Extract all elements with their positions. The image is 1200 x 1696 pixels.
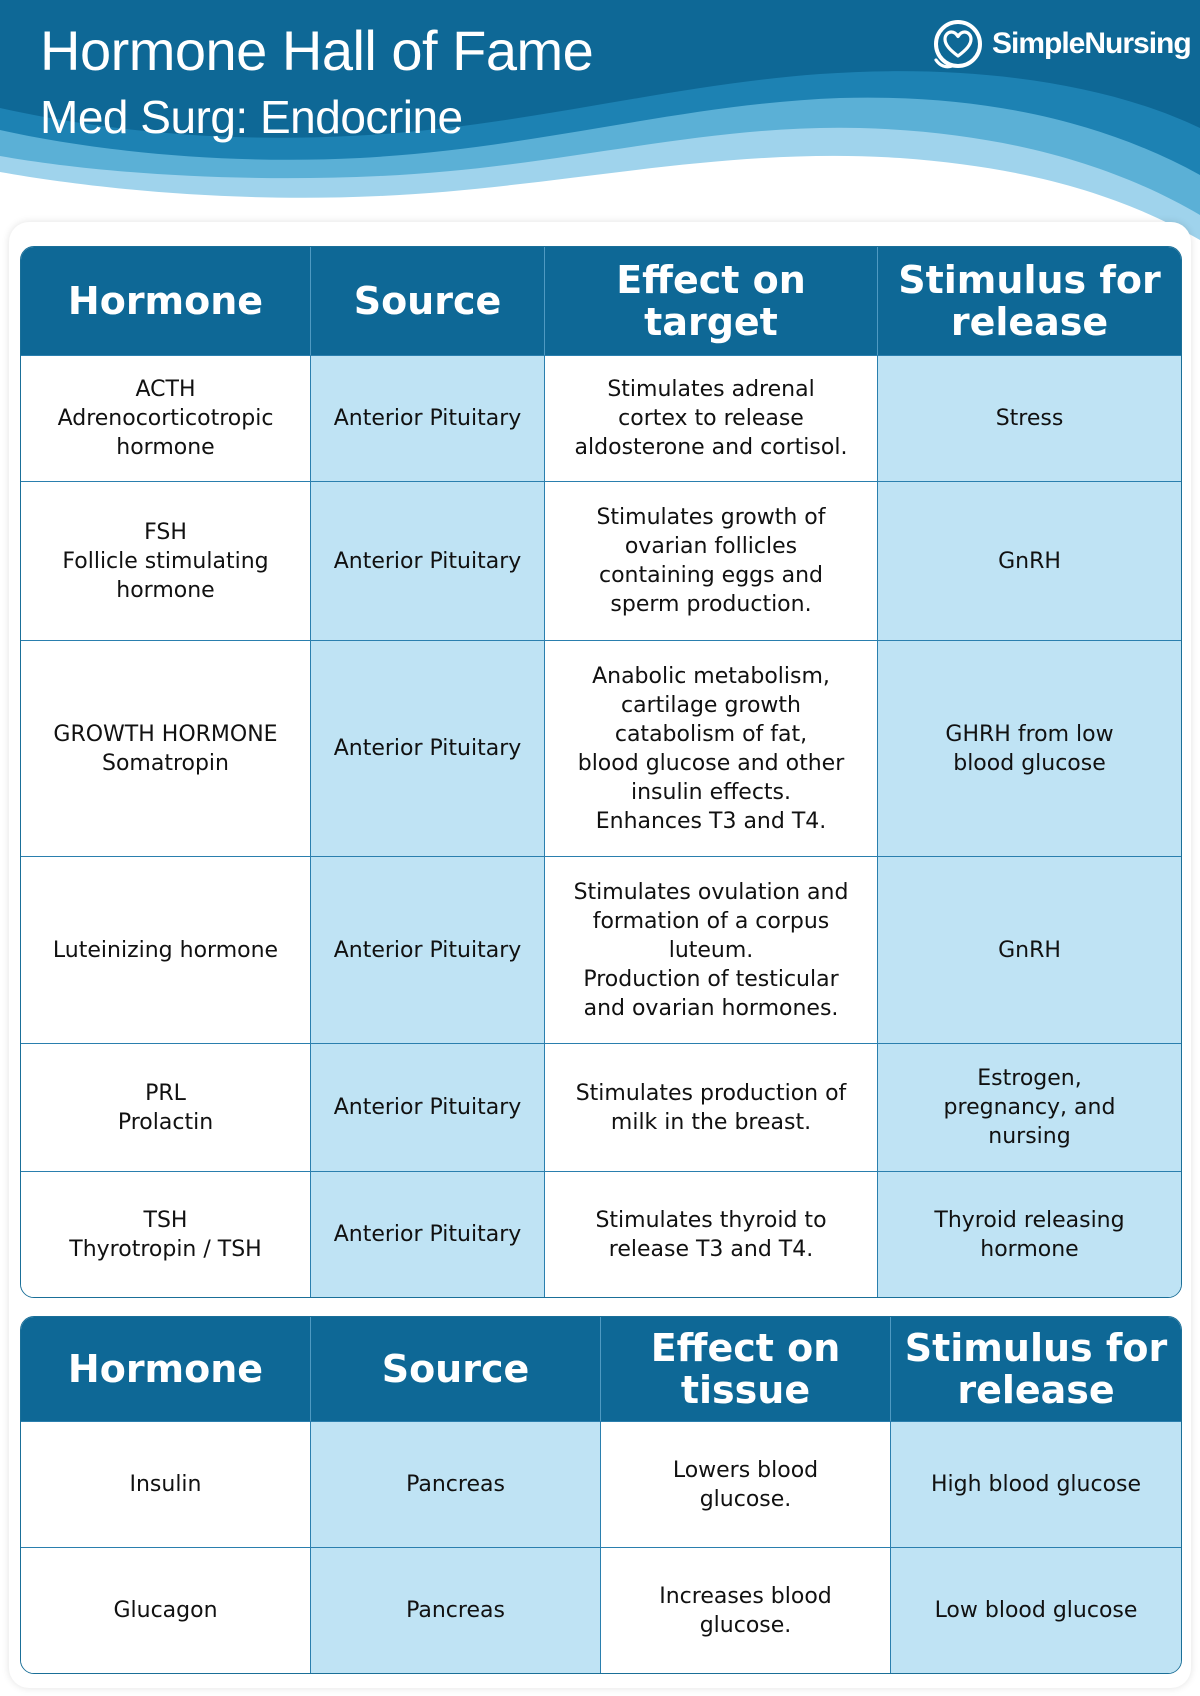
stimulus-cell: [878, 481, 1181, 640]
table-row: [21, 856, 1181, 1043]
effect-cell-line: glucose.: [699, 1612, 792, 1638]
source-cell: Anterior Pituitary: [311, 856, 545, 1043]
stimulus-cell-line: blood glucose: [953, 750, 1106, 776]
effect-cell-line: Stimulates growth of: [596, 505, 826, 530]
column-header-effect: Effect on target: [545, 247, 878, 355]
column-header-hormone: Hormone: [21, 1317, 311, 1421]
effect-cell-line: cortex to release: [618, 406, 804, 431]
source-cell: Anterior Pituitary: [311, 640, 545, 856]
table-row: [21, 355, 1181, 481]
effect-cell-line: catabolism of fat,: [614, 721, 808, 747]
hormone-cell-line: hormone: [116, 577, 215, 603]
hormone-cell-line: Follicle stimulating: [62, 548, 269, 574]
hormone-cell-line: GROWTH HORMONE: [53, 721, 278, 747]
column-header-effect: Effect on tissue: [601, 1317, 891, 1421]
effect-cell-line: and ovarian hormones.: [583, 995, 839, 1021]
effect-cell-line: release T3 and T4.: [608, 1236, 814, 1262]
hormone-cell-line: ACTH: [135, 377, 196, 402]
stimulus-cell-line: pregnancy, and: [943, 1095, 1116, 1120]
stimulus-cell-line: hormone: [980, 1236, 1079, 1262]
table-row: [21, 640, 1181, 856]
effect-cell-line: cartilage growth: [621, 692, 801, 718]
effect-cell-line: sperm production.: [610, 592, 812, 617]
stimulus-cell-line: Estrogen,: [977, 1066, 1082, 1091]
hormone-cell-line: Adrenocorticotropic: [57, 406, 274, 431]
effect-cell: [545, 481, 878, 640]
effect-cell-line: ovarian follicles: [624, 534, 798, 559]
table-row: [21, 1421, 1181, 1547]
stimulus-cell: [878, 856, 1181, 1043]
hormone-cell: [21, 481, 311, 640]
stimulus-cell-line: Stress: [995, 406, 1064, 431]
source-cell: Pancreas: [311, 1421, 601, 1547]
source-cell: Anterior Pituitary: [311, 355, 545, 481]
stimulus-cell: [891, 1421, 1181, 1547]
column-header-source: Source: [311, 247, 545, 355]
brand-logo: [932, 16, 1191, 72]
effect-cell-line: containing eggs and: [599, 563, 823, 588]
hormone-cell-line: TSH: [143, 1207, 188, 1233]
effect-cell: [601, 1421, 891, 1547]
table-row: [21, 1547, 1181, 1673]
effect-cell-line: formation of a corpus: [592, 908, 830, 934]
effect-cell-line: milk in the breast.: [610, 1109, 812, 1135]
effect-cell-line: glucose.: [699, 1486, 792, 1512]
hormone-cell-line: Prolactin: [117, 1109, 214, 1135]
hormone-cell-line: Thyrotropin / TSH: [69, 1236, 262, 1262]
stimulus-cell: [878, 355, 1181, 481]
table-row: [21, 481, 1181, 640]
stimulus-cell-line: nursing: [988, 1124, 1071, 1149]
hormone-cell-line: Luteinizing hormone: [52, 937, 279, 963]
column-header-source: Source: [311, 1317, 601, 1421]
effect-cell: [545, 856, 878, 1043]
hormone-cell: [21, 1043, 311, 1171]
stimulus-cell: [878, 1043, 1181, 1171]
effect-cell-line: Stimulates ovulation and: [573, 879, 849, 905]
effect-cell: [601, 1547, 891, 1673]
hormone-cell-line: Somatropin: [101, 750, 229, 776]
stimulus-cell-line: GnRH: [998, 937, 1061, 963]
effect-cell-line: Production of testicular: [583, 966, 839, 992]
stimulus-cell: [891, 1547, 1181, 1673]
effect-cell-line: aldosterone and cortisol.: [574, 435, 848, 460]
page-subtitle: Med Surg: Endocrine: [40, 91, 463, 143]
effect-cell: [545, 640, 878, 856]
source-cell: Anterior Pituitary: [311, 1171, 545, 1297]
effect-cell-line: Anabolic metabolism,: [592, 663, 830, 689]
column-header-stimulus: Stimulus for release: [891, 1317, 1181, 1421]
effect-cell: [545, 1043, 878, 1171]
effect-cell-line: insulin effects.: [630, 779, 792, 805]
effect-cell: [545, 1171, 878, 1297]
table-header-row: [21, 1317, 1181, 1421]
effect-cell-line: Enhances T3 and T4.: [595, 808, 827, 834]
effect-cell-line: Stimulates production of: [575, 1080, 847, 1106]
hormone-cell-line: hormone: [116, 435, 215, 460]
pancreas-hormone-table: [20, 1316, 1182, 1674]
table-row: [21, 1171, 1181, 1297]
hormone-cell: [21, 1171, 311, 1297]
stimulus-cell: [878, 640, 1181, 856]
stimulus-cell-line: GHRH from low: [945, 721, 1114, 747]
effect-cell-line: Stimulates thyroid to: [595, 1207, 827, 1233]
stimulus-cell: [878, 1171, 1181, 1297]
hormone-cell: [21, 640, 311, 856]
effect-cell-line: Lowers blood: [672, 1457, 819, 1483]
column-header-stimulus: Stimulus for release: [878, 247, 1181, 355]
hormone-cell: [21, 1421, 311, 1547]
effect-cell-line: blood glucose and other: [577, 750, 845, 776]
page-title: Hormone Hall of Fame: [40, 19, 594, 82]
table-row: [21, 1043, 1181, 1171]
effect-cell-line: luteum.: [668, 937, 754, 963]
stimulus-cell-line: GnRH: [998, 548, 1061, 574]
stimulus-cell-line: Thyroid releasing: [934, 1207, 1125, 1233]
source-cell: Pancreas: [311, 1547, 601, 1673]
effect-cell-line: Stimulates adrenal: [607, 377, 815, 402]
hormone-cell-line: PRL: [145, 1080, 186, 1106]
stimulus-cell-line: Low blood glucose: [934, 1598, 1138, 1623]
effect-cell-line: Increases blood: [659, 1583, 832, 1609]
source-cell: Anterior Pituitary: [311, 1043, 545, 1171]
hormone-cell-line: Insulin: [129, 1472, 202, 1497]
source-cell: Anterior Pituitary: [311, 481, 545, 640]
hormone-cell-line: FSH: [144, 519, 187, 545]
hormone-cell-line: Glucagon: [113, 1598, 218, 1623]
table-header-row: [21, 247, 1181, 355]
hormone-cell: [21, 856, 311, 1043]
effect-cell: [545, 355, 878, 481]
column-header-hormone: Hormone: [21, 247, 311, 355]
brand-logo-text: SimpleNursing: [992, 27, 1191, 60]
pituitary-hormone-table: [20, 246, 1182, 1298]
stethoscope-heart-icon: [932, 18, 984, 70]
hormone-cell: [21, 355, 311, 481]
stimulus-cell-line: High blood glucose: [930, 1472, 1142, 1497]
hormone-cell: [21, 1547, 311, 1673]
